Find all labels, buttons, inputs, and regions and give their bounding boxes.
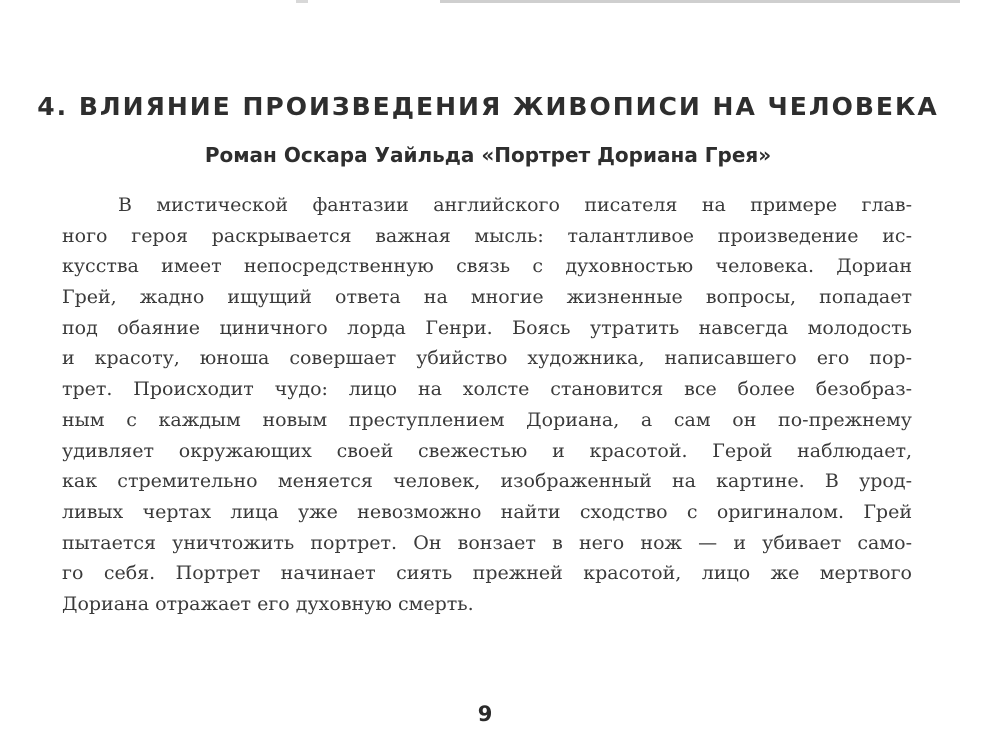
paragraph-line: ным с каждым новым преступлением Дориана, а сам он по-прежнему <box>62 408 912 431</box>
paragraph-line: как стремительно меняется человек, изображенный на картине. В урод- <box>62 470 912 493</box>
top-rule-mark <box>296 0 308 3</box>
paragraph-line: под обаяние циничного лорда Генри. Боясь утратить навсегда молодость <box>62 316 912 339</box>
top-rule <box>440 0 960 3</box>
paragraph-line: ного героя раскрывается важная мысль: талантливое произведение ис- <box>62 224 912 247</box>
paragraph-line: го себя. Портрет начинает сиять прежней красотой, лицо же мертвого <box>62 562 912 585</box>
paragraph-line: ливых чертах лица уже невозможно найти сходство с оригиналом. Грей <box>62 500 912 523</box>
paragraph-line: кусства имеет непосредственную связь с духовностью человека. Дориан <box>62 255 912 278</box>
body-paragraph <box>62 190 912 620</box>
paragraph-line: удивляет окружающих своей свежестью и красотой. Герой наблюдает, <box>62 439 912 462</box>
paragraph-line: трет. Происходит чудо: лицо на холсте становится все более безобраз- <box>62 378 912 401</box>
paragraph-line: и красоту, юноша совершает убийство художника, написавшего его пор- <box>62 347 912 370</box>
page-number: 9 <box>477 702 493 726</box>
chapter-heading: 4. ВЛИЯНИЕ ПРОИЗВЕДЕНИЯ ЖИВОПИСИ НА ЧЕЛОВЕКА <box>37 92 939 121</box>
chapter-subheading: Роман Оскара Уайльда «Портрет Дориана Грея» <box>204 143 772 167</box>
paragraph-line: Дориана отражает его духовную смерть. <box>62 592 474 615</box>
paragraph-line: В мистической фантазии английского писателя на примере глав- <box>118 194 912 216</box>
paragraph-line: пытается уничтожить портрет. Он вонзает в него нож — и убивает само- <box>62 531 912 554</box>
paragraph-line: Грей, жадно ищущий ответа на многие жизненные вопросы, попадает <box>62 286 912 309</box>
